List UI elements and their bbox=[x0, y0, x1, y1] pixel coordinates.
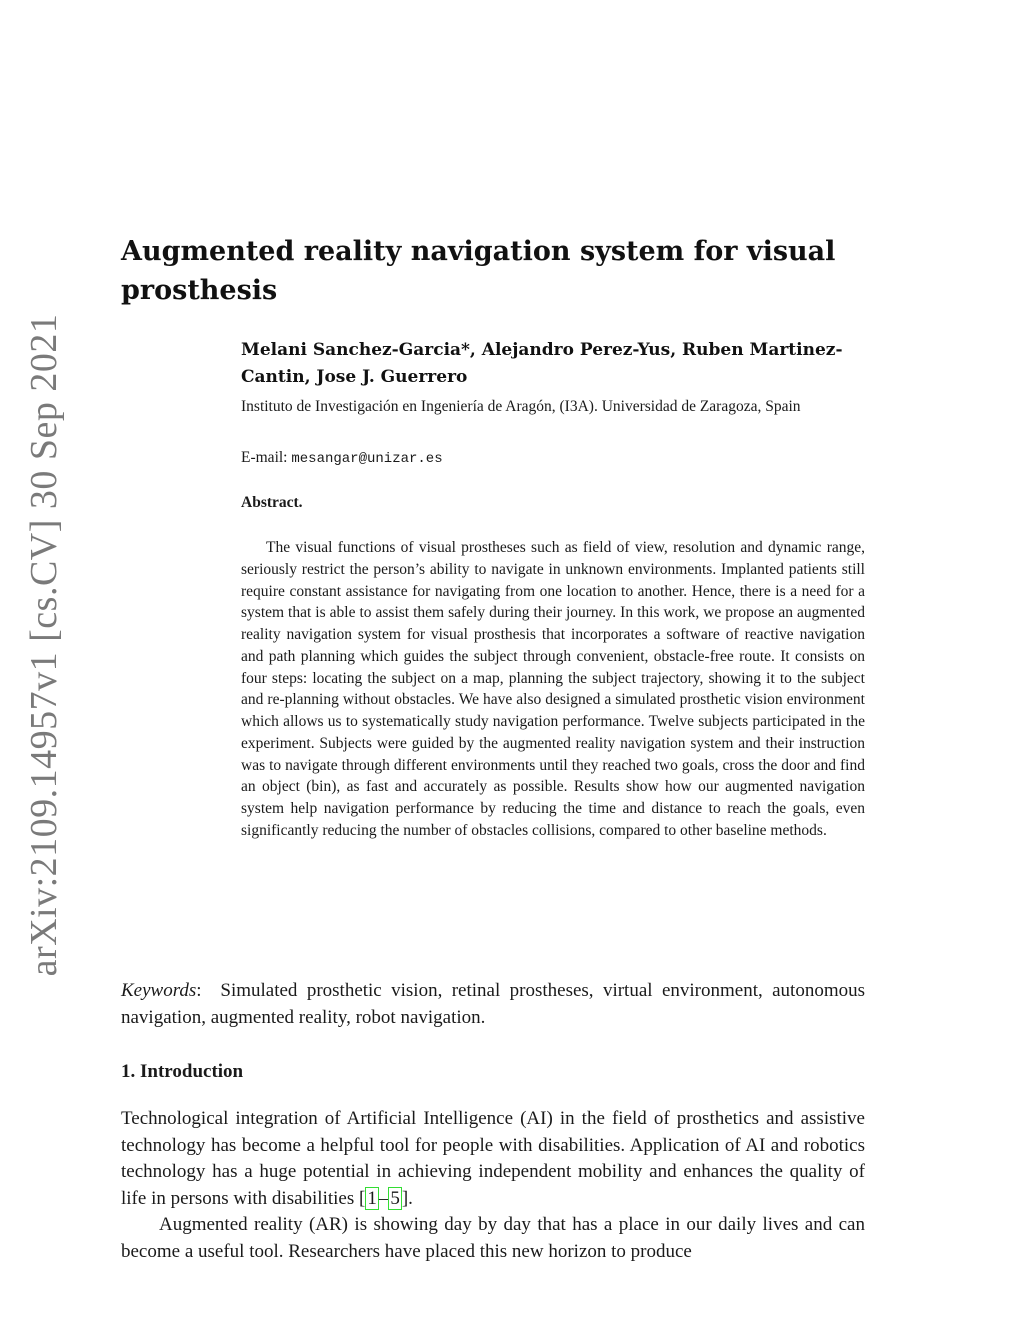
citation-link-1[interactable]: 1 bbox=[367, 1187, 377, 1209]
keywords-separator: : bbox=[196, 980, 202, 1001]
email-label: E-mail: bbox=[241, 449, 288, 466]
citation-bracket-close: ] bbox=[401, 1187, 409, 1209]
abstract-body: The visual functions of visual prostheses such as field of view, resolution and dynamic range, seriously restrict the person’s ability to navigate in unknown environments. Implanted patients still require constant assistance for navigating from one location to another. Hence, there is a need for a system that is able to assist them safely during their journey. In this work, we propose an augmented reality navigation system for visual prosthesis that incorporates a software of reactive navigation and path planning which guides the subject through convenient, obstacle-free route. It consists on four steps: locating the subject on a map, planning the subject trajectory, showing it to the subject and re-planning without obstacles. We have also designed a simulated prosthetic vision environment which allows us to systematically study navigation performance. Twelve subjects participated in the experiment. Subjects were guided by the augmented reality navigation system and their instruction was to navigate through different environments until they reached two goals, cross the door and find an object (bin), as fast and accurately as possible. Results show how our augmented navigation system help navigation performance by reducing the time and distance to reach the goals, even significantly reducing the number of obstacles collisions, compared to other baseline methods. bbox=[241, 539, 865, 839]
affiliation: Instituto de Investigación en Ingeniería de Aragón, (I3A). Universidad de Zaragoza, Spain bbox=[241, 398, 801, 415]
keywords-text: Simulated prosthetic vision, retinal prostheses, virtual environment, autonomous navigation, augmented reality, robot navigation. bbox=[121, 980, 866, 1028]
abstract-heading: Abstract. bbox=[241, 494, 303, 511]
citation-link-5[interactable]: 5 bbox=[390, 1187, 400, 1209]
intro-paragraph-2: Augmented reality (AR) is showing day by day that has a place in our daily lives and can become a useful tool. Researchers have placed this new horizon to produce bbox=[121, 1214, 865, 1262]
arxiv-side-stamp: arXiv:2109.14957v1 [cs.CV] 30 Sep 2021 bbox=[23, 313, 65, 977]
citation-bracket-open: [ bbox=[359, 1187, 366, 1209]
keywords-label: Keywords bbox=[121, 980, 197, 1001]
email-line bbox=[241, 447, 443, 470]
introduction-body bbox=[121, 1106, 865, 1265]
paper-title: Augmented reality navigation system for visual prosthesis bbox=[121, 236, 836, 306]
introduction-heading: 1. Introduction bbox=[121, 1061, 244, 1082]
intro-paragraph-1 bbox=[121, 1106, 865, 1212]
intro-p1-end: . bbox=[408, 1187, 413, 1209]
keywords-paragraph bbox=[121, 977, 865, 1031]
author-list: Melani Sanchez-Garcia*, Alejandro Perez-Yus, Ruben Martinez-Cantin, Jose J. Guerrero bbox=[241, 340, 843, 387]
citation-dash: – bbox=[378, 1187, 389, 1209]
email-address-link[interactable]: mesangar@unizar.es bbox=[291, 451, 443, 467]
intro-p1-text: Technological integration of Artificial Intelligence (AI) in the field of prosthetics and assistive technology has become a helpful tool for people with disabilities. Application of AI and robotics technology has a huge potential in achieving independent mobility and enhances the quality of life in persons with disabilities bbox=[121, 1108, 865, 1209]
